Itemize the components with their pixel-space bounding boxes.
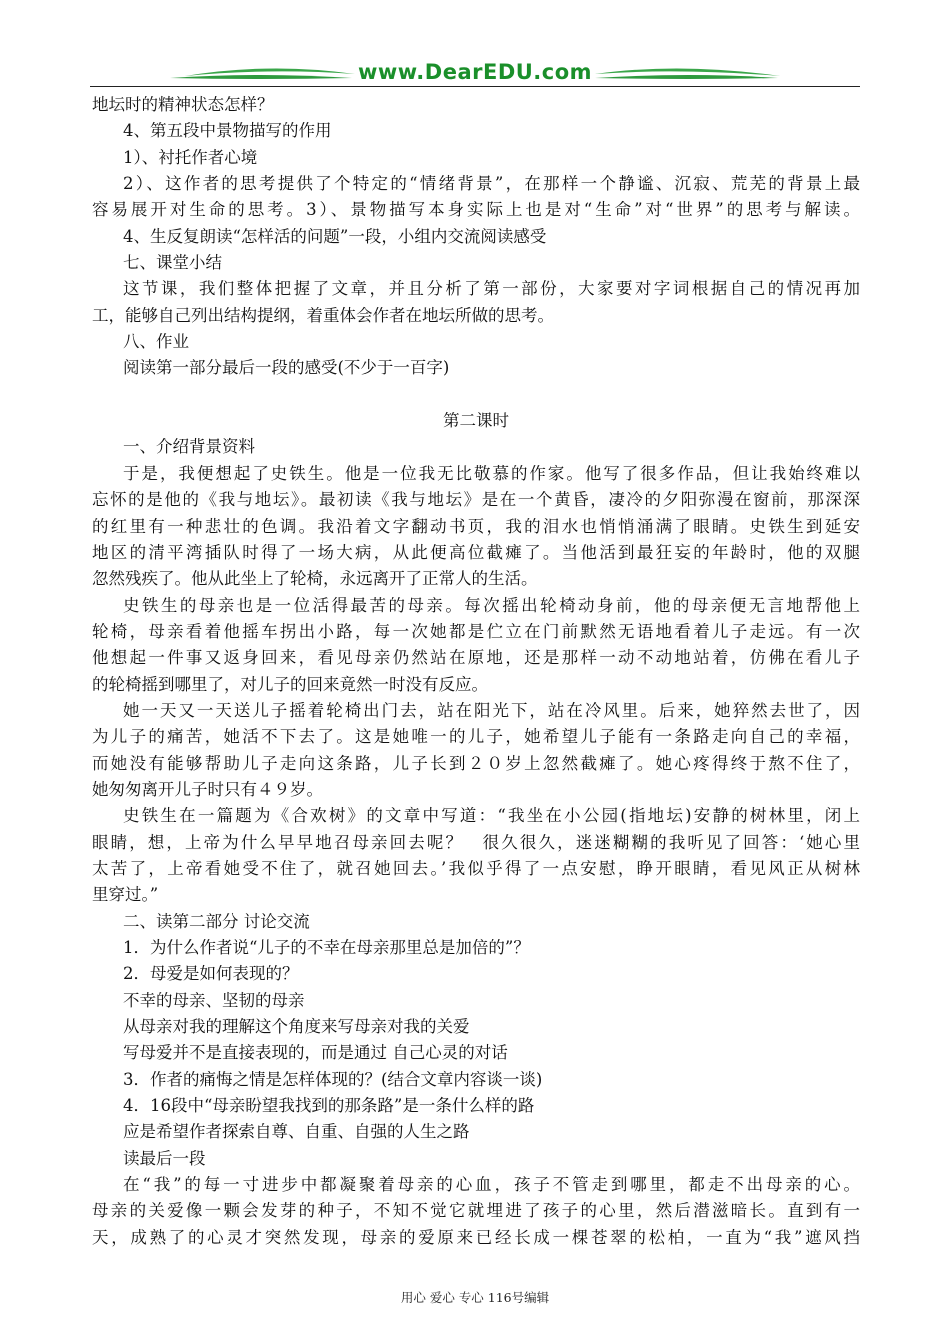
paragraph-line: 阅读第一部分最后一段的感受(不少于一百字) [123,358,450,378]
paragraph-line: 眼睛，想，上帝为什么早早地召母亲回去呢？ 很久很久，迷迷糊糊的我听见了回答：‘她心里 [92,832,860,852]
paragraph-line: 工，能够自己列出结构提纲，着重体会作者在地坛所做的思考。 [92,305,554,325]
paragraph-line: 不幸的母亲、坚韧的母亲 [123,990,305,1010]
paragraph-line: 而她没有能够帮助儿子走向这条路，儿子长到２０岁上忽然截瘫了。她心疼得终于熬不住了， [92,753,860,773]
paragraph-line: 忘怀的是他的《我与地坛》。最初读《我与地坛》是在一个黄昏，凄冷的夕阳弥漫在窗前，那深深 [92,490,860,510]
spacer [92,382,860,408]
paragraph-line: 天，成熟了的心灵才突然发现，母亲的爱原来已经长成一棵苍翠的松柏，一直为“我”遮风挡 [92,1227,860,1247]
paragraph-line: 轮椅，母亲看着他摇车拐出小路，每一次她都是伫立在门前默然无语地看着儿子走远。有一次 [92,621,860,641]
list-item: 4、生反复朗读“怎样活的问题”一段，小组内交流阅读感受 [123,226,547,246]
list-item: 2．母爱是如何表现的？ [123,964,299,984]
list-item: 4．16段中“母亲盼望我找到的那条路”是一条什么样的路 [123,1096,535,1116]
paragraph-line: 她一天又一天送儿子摇着轮椅出门去，站在阳光下，站在冷风里。后来，她猝然去世了，因 [123,700,860,720]
paragraph-line: 太苦了，上帝看她受不住了，就召她回去。’我似乎得了一点安慰，睁开眼睛，看见风正从树林 [92,858,860,878]
paragraph-line: 在“我”的每一寸进步中都凝聚着母亲的心血，孩子不管走到哪里，都走不出母亲的心。 [123,1175,860,1195]
list-item: 1）、衬托作者心境 [123,147,258,167]
paragraph-line: 写母爱并不是直接表现的，而是通过 自己心灵的对话 [123,1043,508,1063]
paragraph-line: 地坛时的精神状态怎样？ [92,95,274,114]
paragraph-line: 这节课，我们整体把握了文章，并且分析了第一部份，大家要对字词根据自己的情况再加 [123,279,860,299]
section-heading: 八、作业 [123,332,189,352]
site-logo[interactable]: www.DearEDU.com [357,60,593,84]
paragraph-line: 忽然残疾了。他从此坐上了轮椅，永远离开了正常人的生活。 [92,569,538,589]
document-body [92,92,860,1251]
paragraph-line: 容易展开对生命的思考。3）、景物描写本身实际上也是对“生命”对“世界”的思考与解读。 [92,200,860,220]
section-heading: 二、读第二部分 讨论交流 [123,911,310,931]
list-item: 3．作者的痛悔之情是怎样体现的？(结合文章内容谈一谈) [123,1069,543,1089]
paragraph-line: 里穿过。” [92,885,159,905]
paragraph-line: 地区的清平湾插队时得了一场大病，从此便高位截瘫了。当他活到最狂妄的年龄时，他的双腿 [92,542,860,562]
paragraph-line: 2）、这作者的思考提供了个特定的“情绪背景”，在那样一个静谧、沉寂、荒芜的背景上最 [123,174,860,194]
list-item: 4、第五段中景物描写的作用 [123,121,332,141]
list-item: 1．为什么作者说“儿子的不幸在母亲那里总是加倍的”？ [123,938,530,957]
paragraph-line: 他想起一件事又返身回来，看见母亲仍然站在原地，还是那样一动不动地站着，仿佛在看儿子 [92,648,860,668]
paragraph-line: 她匆匆离开儿子时只有４９岁。 [92,779,323,799]
paragraph-line: 母亲的关爱像一颗会发芽的种子，不知不觉它就埋进了孩子的心里，然后潜滋暗长。直到有一 [92,1201,860,1221]
section-heading: 一、介绍背景资料 [123,437,255,457]
paragraph-line: 读最后一段 [123,1148,206,1168]
paragraph-line: 应是希望作者探索自尊、自重、自强的人生之路 [123,1122,470,1142]
paragraph-line: 的轮椅摇到哪里了，对儿子的回来竟然一时没有反应。 [92,674,488,694]
section-heading: 七、课堂小结 [123,253,222,273]
paragraph-line: 于是，我便想起了史铁生。他是一位我无比敬慕的作家。他写了很多作品，但让我始终难以 [123,463,860,483]
lesson-title: 第二课时 [443,411,509,431]
paragraph-line: 的红里有一种悲壮的色调。我沿着文字翻动书页，我的泪水也悄悄涌满了眼睛。史铁生到延安 [92,516,860,536]
header-divider [90,86,860,87]
paragraph-line: 史铁生在一篇题为《合欢树》的文章中写道：“我坐在小公园(指地坛)安静的树林里，闭上 [123,806,860,826]
page-footer: 用心 爱心 专心 116号编辑 [400,1290,550,1305]
paragraph-line: 史铁生的母亲也是一位活得最苦的母亲。每次摇出轮椅动身前，他的母亲便无言地帮他上 [123,595,860,615]
paragraph-line: 从母亲对我的理解这个角度来写母亲对我的关爱 [123,1017,470,1037]
paragraph-line: 为儿子的痛苦，她活不下去了。这是她唯一的儿子，她希望儿子能有一条路走向自己的幸福， [92,727,860,747]
